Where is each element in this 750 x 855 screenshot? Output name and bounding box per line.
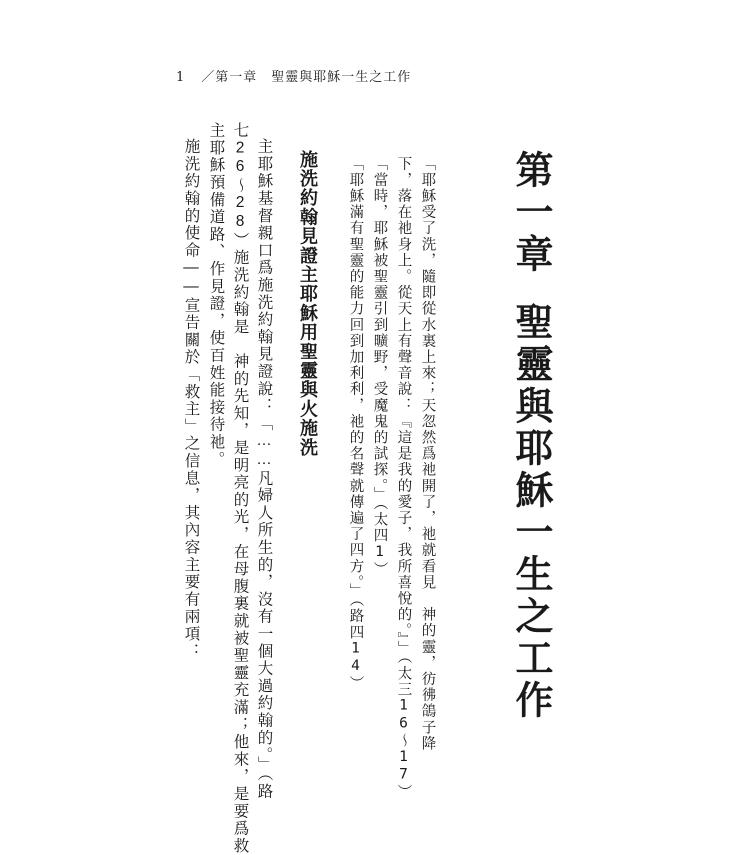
section-heading: 施洗約翰見證主耶穌用聖靈與火施洗: [297, 150, 318, 458]
running-head-text: ／第一章 聖靈與耶穌一生之工作: [201, 70, 412, 85]
scripture-quote-line: 下，落在祂身上。從天上有聲音說：『這是我的愛子，我所喜悅的。』」（太三16～17）: [395, 156, 412, 801]
body-text-line: 主耶穌基督親口爲施洗約翰見證說：「……凡婦人所生的，沒有一個大過約翰的。」（路: [255, 138, 273, 801]
scripture-quote-line: 「當時，耶穌被聖靈引到曠野，受魔鬼的試探。」（太四1）: [371, 156, 388, 578]
chapter-title: [509, 150, 554, 722]
page-number: 1: [176, 70, 186, 85]
scripture-quote-line: 「耶穌受了洗，隨即從水裏上來；天忽然爲祂開了，祂就看見 神的靈，彷彿鴿子降: [419, 156, 436, 752]
body-text-line: 七26～28）施洗約翰是 神的先知，是明亮的光，在母腹裏就被聖靈充滿；他來，是要爲救: [231, 122, 249, 855]
body-text-line: 主耶穌預備道路、作見證，使百姓能接待祂。: [207, 122, 225, 468]
chapter-title-text: 聖靈與耶穌一生之工作: [509, 302, 554, 722]
running-head: [176, 66, 411, 85]
scripture-quote-line: 「耶穌滿有聖靈的能力回到加利利，祂的名聲就傳遍了四方。」（路四14）: [347, 156, 364, 692]
chapter-number-label: 第一章: [509, 150, 554, 276]
body-text-line: 施洗約翰的使命——宣告關於「救主」之信息，其內容主要有兩項：: [182, 138, 200, 660]
